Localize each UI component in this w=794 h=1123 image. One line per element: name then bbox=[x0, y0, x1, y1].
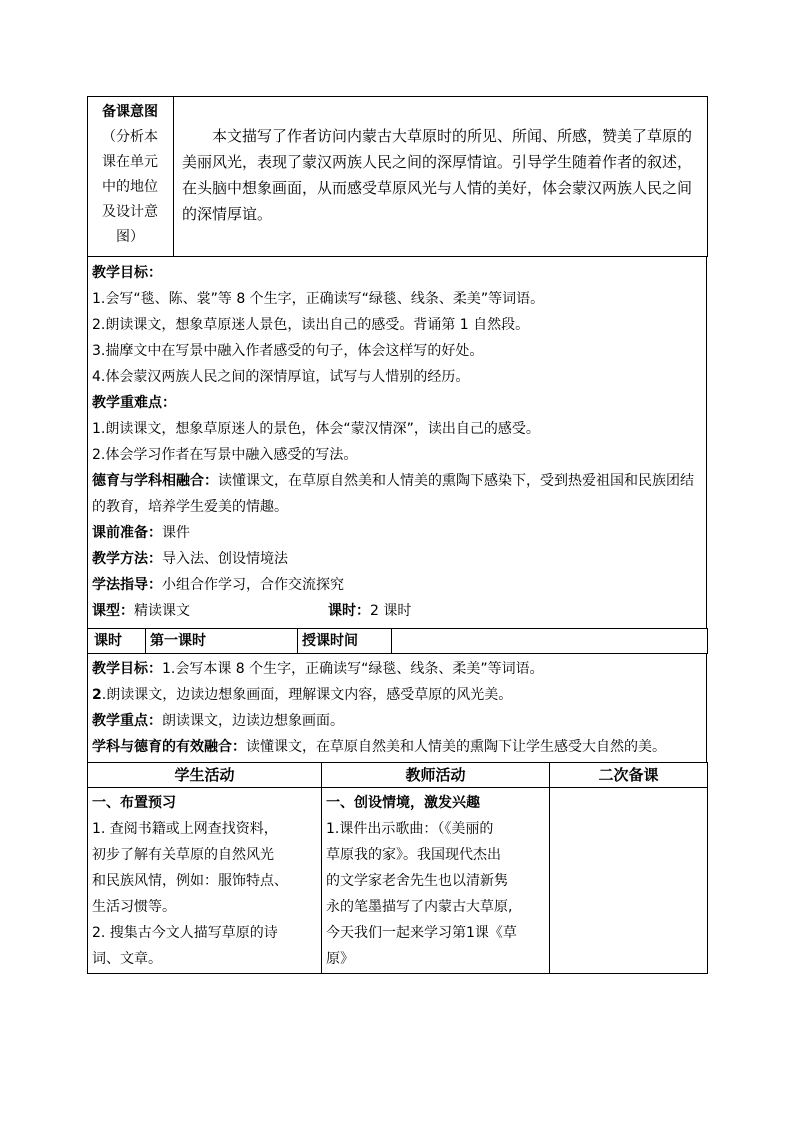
intent-table bbox=[87, 96, 708, 257]
study-label: 学法指导： bbox=[92, 577, 162, 593]
lesson-objective-1 bbox=[88, 656, 706, 682]
teacher-activity-title: 一、创设情境，激发兴趣 bbox=[326, 795, 480, 811]
teacher-activity-line: 草原我的家》。我国现代杰出 bbox=[326, 847, 501, 863]
intent-label-title: 备课意图 bbox=[102, 104, 158, 120]
intent-label-line: 课在单元 bbox=[102, 154, 158, 170]
hours-text: 2 课时 bbox=[370, 603, 412, 619]
lesson-obj-text: 1.会写本课 8 个生字，正确读写“绿毯、线条、柔美”等词语。 bbox=[162, 661, 544, 677]
moral-fusion bbox=[88, 468, 706, 520]
prep-line bbox=[88, 520, 706, 546]
objective-item: 3.揣摩文中在写景中融入作者感受的句子，体会这样写的好处。 bbox=[92, 343, 484, 359]
student-activity-line: 生活习惯等。 bbox=[92, 899, 176, 915]
lesson-plan-page bbox=[87, 96, 707, 974]
teacher-activity-line: 原》 bbox=[326, 951, 354, 967]
student-activity-line: 2. 搜集古今文人描写草原的诗 bbox=[92, 925, 278, 941]
intent-text-cell bbox=[174, 97, 708, 257]
period-table bbox=[87, 628, 708, 654]
prep-text: 课件 bbox=[162, 525, 190, 541]
teacher-activity-line: 永的笔墨描写了内蒙古大草原, bbox=[326, 899, 513, 915]
intent-label-cell bbox=[88, 97, 174, 257]
type-hours-line bbox=[88, 598, 706, 624]
second-prep-header: 二次备课 bbox=[550, 763, 708, 788]
hours-group bbox=[328, 598, 411, 624]
intent-label-line: 及设计意 bbox=[102, 204, 158, 220]
intent-label-line: 图） bbox=[116, 229, 144, 245]
objective-item: 4.体会蒙汉两族人民之间的深情厚谊，试写与人惜别的经历。 bbox=[92, 369, 470, 385]
teacher-activity-cell bbox=[322, 788, 550, 974]
type-text: 精读课文 bbox=[134, 603, 190, 619]
hours-label: 课时： bbox=[328, 603, 370, 619]
lesson-fusion bbox=[88, 734, 706, 760]
period-label: 课时 bbox=[88, 629, 146, 654]
key-point-item: 2.体会学习作者在写景中融入感受的写法。 bbox=[92, 447, 358, 463]
second-prep-cell bbox=[550, 788, 708, 974]
student-activity-line: 词、文章。 bbox=[92, 951, 162, 967]
student-activity-line: 和民族风情，例如：服饰特点、 bbox=[92, 873, 288, 889]
activities-table bbox=[87, 762, 708, 974]
intent-label-line: （分析本 bbox=[102, 129, 158, 145]
student-activity-line: 1. 查阅书籍或上网查找资料， bbox=[92, 821, 278, 837]
teaching-time-label: 授课时间 bbox=[298, 629, 392, 654]
moral-label: 德育与学科相融合： bbox=[92, 473, 218, 489]
lesson-focus-text: 朗读课文，边读边想象画面。 bbox=[162, 713, 344, 729]
lesson-obj-label: 教学目标： bbox=[92, 661, 162, 677]
teacher-activity-line: 今天我们一起来学习第1课《草 bbox=[326, 925, 517, 941]
lesson-obj2-num: 2 bbox=[92, 687, 102, 703]
method-label: 教学方法： bbox=[92, 551, 162, 567]
objective-item: 1.会写“毯、陈、裳”等 8 个生字，正确读写“绿毯、线条、柔美”等词语。 bbox=[92, 291, 545, 307]
intent-text: 本文描写了作者访问内蒙古大草原时的所见、所闻、所感，赞美了草原的美丽风光，表现了蒙汉两族人民之间的深厚情谊。引导学生随着作者的叙述，在头脑中想象画面，从而感受草原风光与人情的美好，体会蒙汉两族人民之间的深情厚谊。 bbox=[182, 127, 693, 223]
teacher-activity-line: 1.课件出示歌曲：（《美丽的 bbox=[326, 821, 494, 837]
key-point-item: 1.朗读课文，想象草原迷人的景色，体会“蒙汉情深”，读出自己的感受。 bbox=[92, 421, 540, 437]
teacher-activity-line: 的文学家老舍先生也以清新隽 bbox=[326, 873, 508, 889]
teacher-activity-header: 教师活动 bbox=[322, 763, 550, 788]
type-label: 课型： bbox=[92, 603, 134, 619]
lesson-cell bbox=[88, 654, 707, 763]
period-value: 第一课时 bbox=[146, 629, 298, 654]
method-line bbox=[88, 546, 706, 572]
objectives-table bbox=[87, 256, 707, 629]
key-points-heading: 教学重难点： bbox=[92, 395, 176, 411]
lesson-focus-label: 教学重点： bbox=[92, 713, 162, 729]
lesson-fusion-text: 读懂课文，在草原自然美和人情美的熏陶下让学生感受大自然的美。 bbox=[246, 739, 666, 755]
lesson-obj2-text: .朗读课文，边读边想象画面，理解课文内容，感受草原的风光美。 bbox=[101, 687, 513, 703]
lesson-table bbox=[87, 653, 707, 763]
moral-text: 读懂课文，在草原自然美和人情美的熏陶下感染下，受到热爱祖国和民族团结的教育，培养学生爱美的情趣。 bbox=[92, 473, 694, 515]
objective-item: 2.朗读课文，想象草原迷人景色，读出自己的感受。背诵第 1 自然段。 bbox=[92, 317, 530, 333]
objectives-cell bbox=[88, 257, 707, 629]
student-activity-cell bbox=[88, 788, 322, 974]
teaching-time-value bbox=[392, 629, 708, 654]
lesson-focus bbox=[88, 708, 706, 734]
study-text: 小组合作学习，合作交流探究 bbox=[162, 577, 344, 593]
lesson-fusion-label: 学科与德育的有效融合： bbox=[92, 739, 246, 755]
student-activity-title: 一、布置预习 bbox=[92, 795, 176, 811]
prep-label: 课前准备： bbox=[92, 525, 162, 541]
student-activity-header: 学生活动 bbox=[88, 763, 322, 788]
objectives-heading: 教学目标： bbox=[92, 265, 162, 281]
study-line bbox=[88, 572, 706, 598]
lesson-objective-2 bbox=[88, 682, 706, 708]
student-activity-line: 初步了解有关草原的自然风光 bbox=[92, 847, 274, 863]
method-text: 导入法、创设情境法 bbox=[162, 551, 288, 567]
intent-label-line: 中的地位 bbox=[102, 179, 158, 195]
